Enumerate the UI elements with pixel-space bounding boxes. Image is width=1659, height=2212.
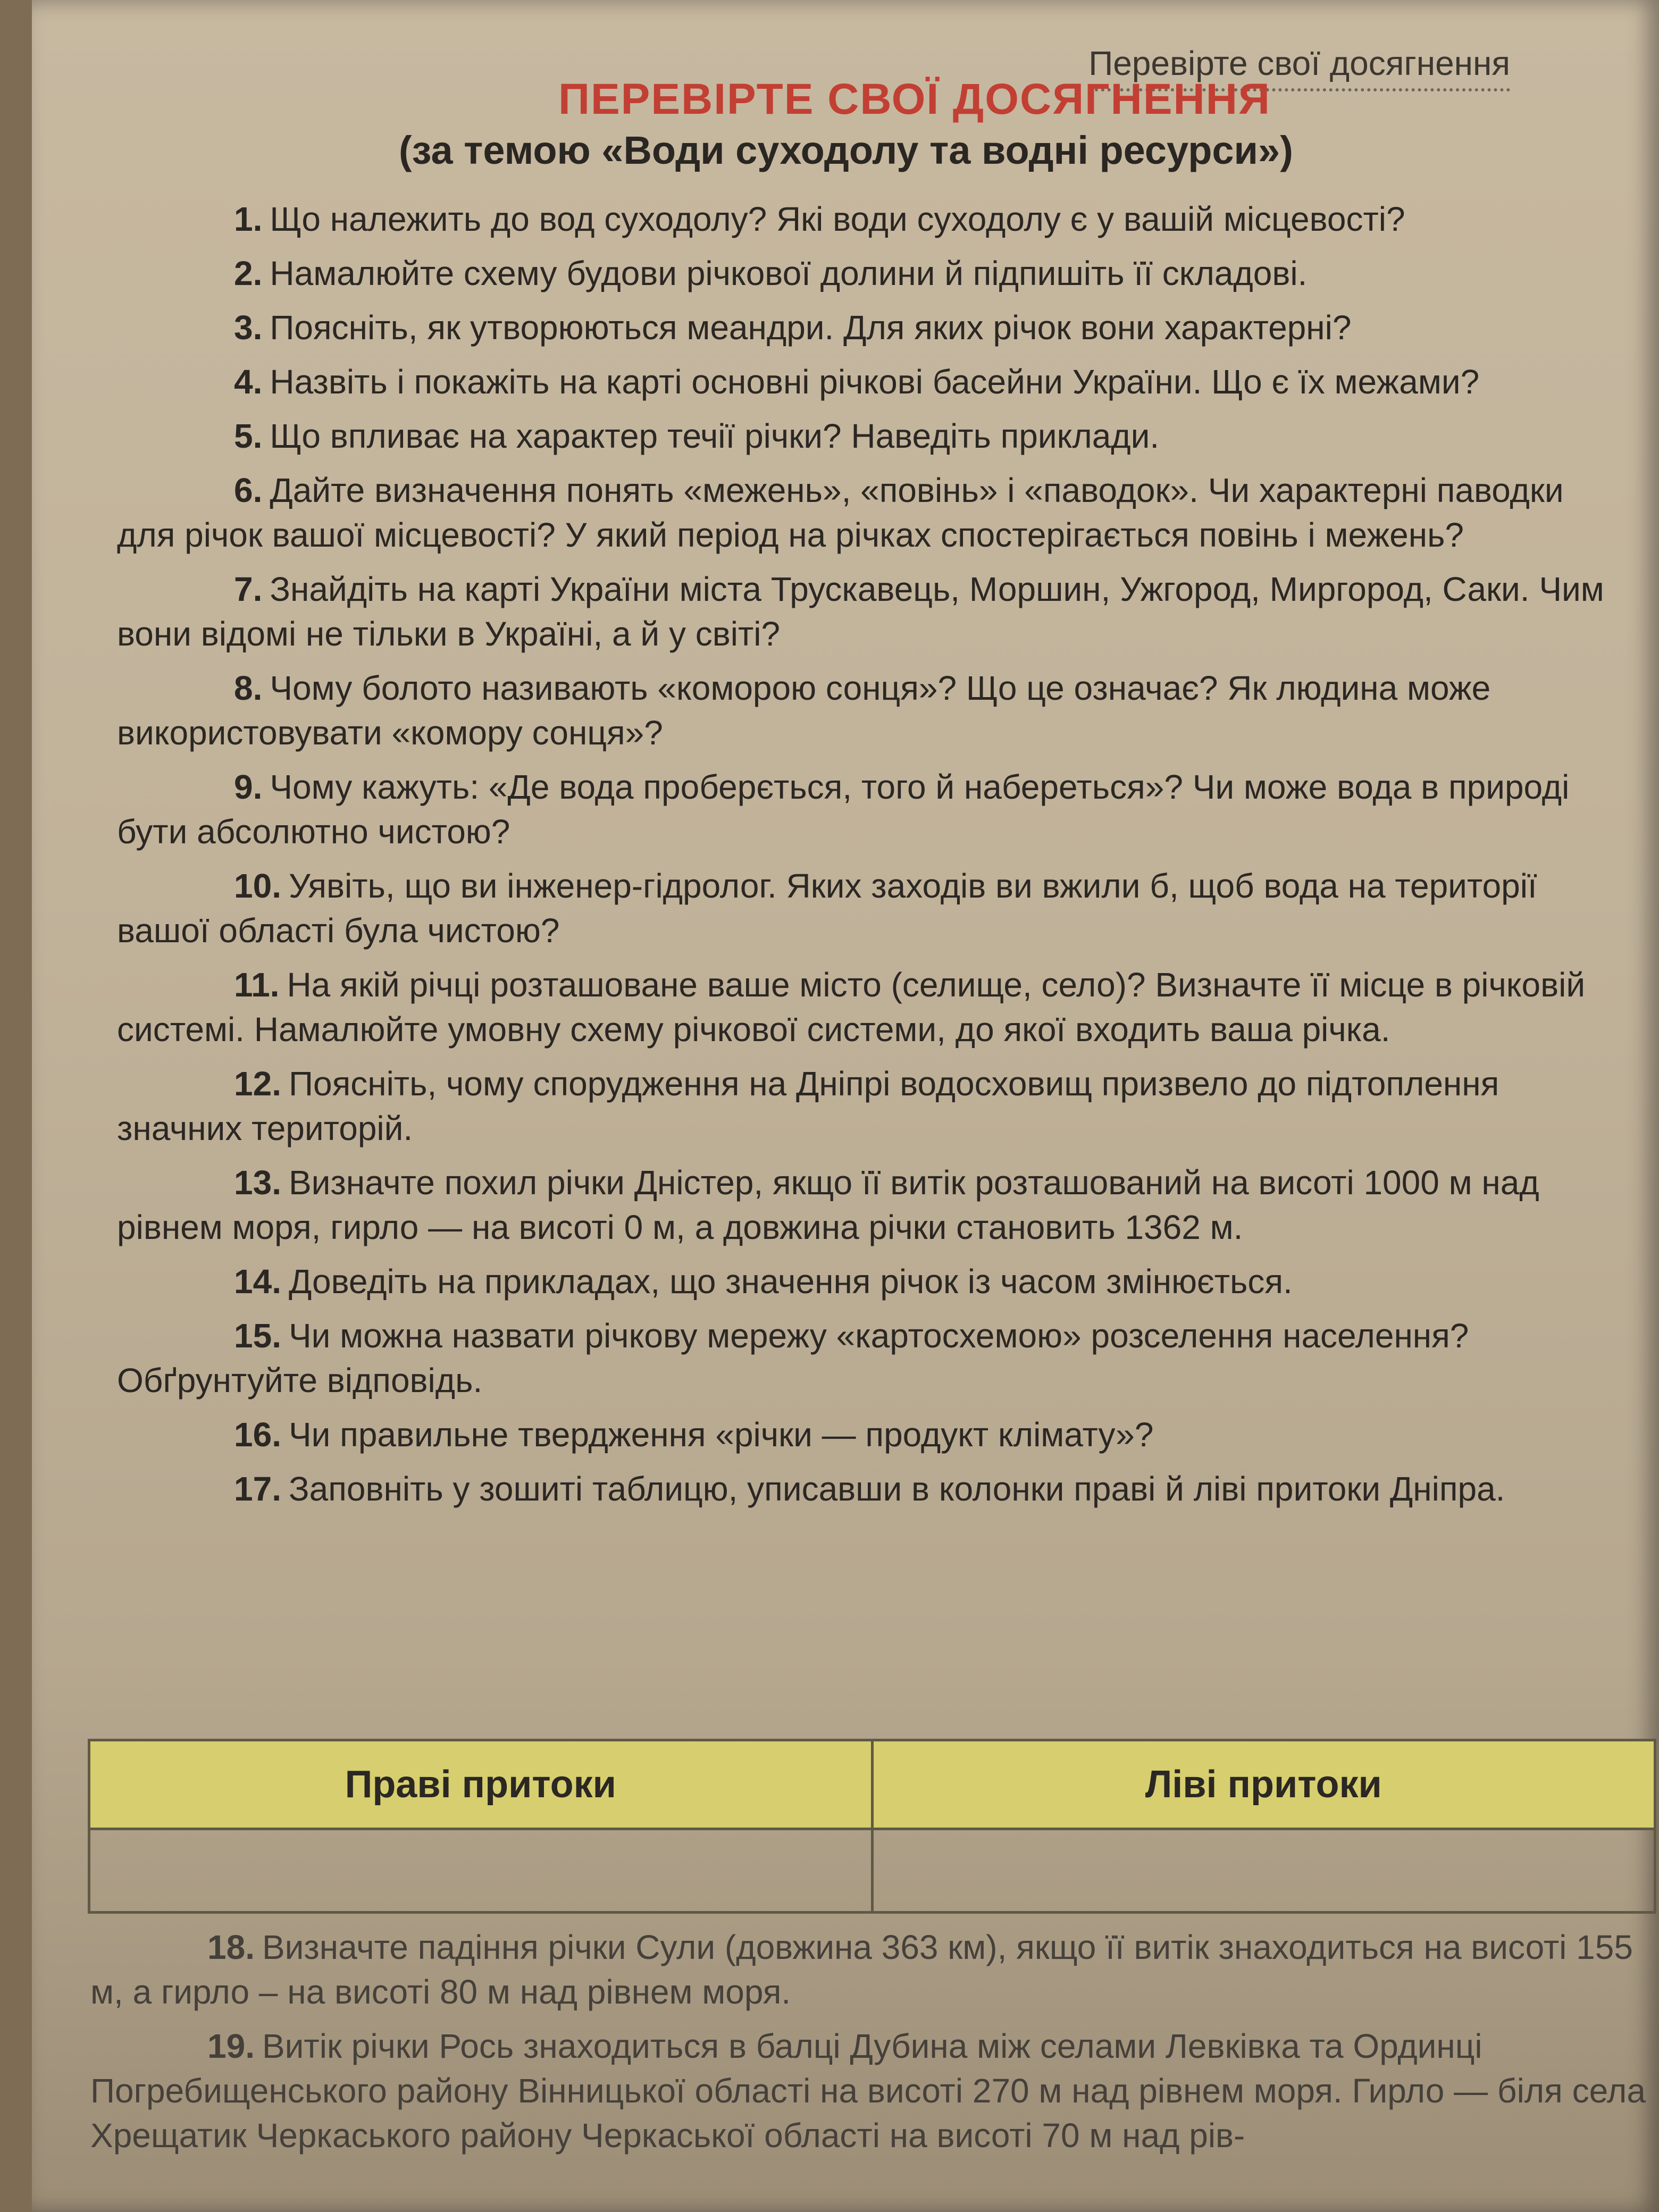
question-item — [90, 1925, 1659, 2014]
question-text: Чому кажуть: «Де вода проберється, того й набереться»? Чи може вода в природі бути абсолютно чистою? — [117, 768, 1570, 851]
question-number: 2. — [234, 254, 263, 292]
question-number: 15. — [234, 1317, 281, 1355]
question-item — [117, 1160, 1606, 1250]
table-cell-empty — [872, 1829, 1655, 1913]
question-item — [117, 359, 1606, 404]
question-number: 3. — [234, 308, 263, 347]
question-number: 1. — [234, 200, 263, 238]
question-text: На якій річці розташоване ваше місто (селище, село)? Визначте її місце в річковій системі. Намалюйте умовну схему річкової системи, до якої входить ваша річка. — [117, 966, 1586, 1049]
question-text: Чи можна назвати річкову мережу «картосхемою» розселення населення? Обґрунтуйте відповідь. — [117, 1317, 1469, 1400]
question-number: 8. — [234, 669, 263, 707]
question-item — [117, 1061, 1606, 1151]
table-row — [89, 1829, 1655, 1913]
table-header-row — [89, 1740, 1655, 1829]
question-number: 7. — [234, 570, 263, 608]
question-item — [117, 1313, 1606, 1403]
question-text: Назвіть і покажіть на карті основні річкові басейни України. Що є їх межами? — [270, 363, 1480, 401]
question-item — [117, 765, 1606, 854]
question-item — [117, 567, 1606, 656]
question-item — [117, 1467, 1606, 1511]
question-item — [117, 414, 1606, 458]
question-text: Що належить до вод суходолу? Які води суходолу є у вашій місцевості? — [270, 200, 1405, 238]
question-item — [117, 197, 1606, 241]
question-item — [117, 666, 1606, 755]
page-subtitle: (за темою «Води суходолу та водні ресурси») — [399, 128, 1293, 172]
table-header-right-tributaries: Праві притоки — [89, 1740, 873, 1829]
question-number: 13. — [234, 1163, 281, 1202]
question-item — [90, 2024, 1659, 2158]
running-head: Перевірте свої досягнення — [1088, 44, 1510, 91]
textbook-page — [32, 0, 1659, 2212]
question-number: 19. — [207, 2027, 255, 2065]
tributaries-table — [88, 1739, 1656, 1914]
question-number: 5. — [234, 417, 263, 455]
question-text: Витік річки Рось знаходиться в балці Дубина між селами Левківка та Ординці Погребищенського району Вінницької області на висоті 270 м над рівнем моря. Гирло — біля села Хрещатик Черкаського району Черкаської області на висоті 70 м над рів- — [90, 2027, 1646, 2155]
question-item — [117, 1412, 1606, 1457]
question-text: Дайте визначення понять «межень», «повінь» і «паводок». Чи характерні паводки для річок вашої місцевості? У який період на річках спостерігається повінь і межень? — [117, 471, 1564, 554]
question-text: Визначте похил річки Дністер, якщо її витік розташований на висоті 1000 м над рівнем моря, гирло — на висоті 0 м, а довжина річки становить 1362 м. — [117, 1163, 1539, 1246]
question-number: 4. — [234, 363, 263, 401]
question-item — [117, 962, 1606, 1052]
question-text: Поясніть, як утворюються меандри. Для яких річок вони характерні? — [270, 308, 1352, 347]
question-text: Намалюйте схему будови річкової долини й підпишіть її складові. — [270, 254, 1308, 292]
table-cell-empty — [89, 1829, 873, 1913]
question-text: Заповніть у зошиті таблицю, уписавши в колонки праві й ліві притоки Дніпра. — [288, 1470, 1505, 1508]
question-number: 11. — [234, 966, 280, 1004]
question-text: Доведіть на прикладах, що значення річок із часом змінюється. — [288, 1262, 1293, 1301]
question-list-continued — [90, 1925, 1659, 2167]
question-text: Визначте падіння річки Сули (довжина 363 км), якщо її витік знаходиться на висоті 155 м, а гирло – на висоті 80 м над рівнем моря. — [90, 1928, 1633, 2011]
question-number: 16. — [234, 1415, 281, 1454]
question-item — [117, 864, 1606, 953]
question-text: Чому болото називають «коморою сонця»? Що це означає? Як людина може використовувати «комору сонця»? — [117, 669, 1491, 752]
question-item — [117, 468, 1606, 557]
question-text: Поясніть, чому спорудження на Дніпрі водосховищ призвело до підтоплення значних територій. — [117, 1065, 1499, 1147]
question-text: Чи правильне твердження «річки — продукт клімату»? — [288, 1415, 1154, 1454]
question-list — [117, 197, 1606, 1521]
question-number: 6. — [234, 471, 263, 509]
question-text: Що впливає на характер течії річки? Наведіть приклади. — [270, 417, 1160, 455]
question-item — [117, 251, 1606, 296]
table-header-left-tributaries: Ліві притоки — [872, 1740, 1655, 1829]
question-item — [117, 305, 1606, 350]
question-number: 10. — [234, 867, 281, 905]
question-number: 12. — [234, 1065, 281, 1103]
question-item — [117, 1259, 1606, 1304]
question-number: 18. — [207, 1928, 255, 1966]
question-text: Знайдіть на карті України міста Трускавець, Моршин, Ужгород, Миргород, Саки. Чим вони відомі не тільки в Україні, а й у світі? — [117, 570, 1604, 653]
question-number: 17. — [234, 1470, 281, 1508]
question-text: Уявіть, що ви інженер-гідролог. Яких заходів ви вжили б, щоб вода на території вашої області була чистою? — [117, 867, 1537, 950]
question-number: 9. — [234, 768, 263, 806]
page-title: ПЕРЕВІРТЕ СВОЇ ДОСЯГНЕННЯ — [558, 75, 1271, 123]
question-number: 14. — [234, 1262, 281, 1301]
